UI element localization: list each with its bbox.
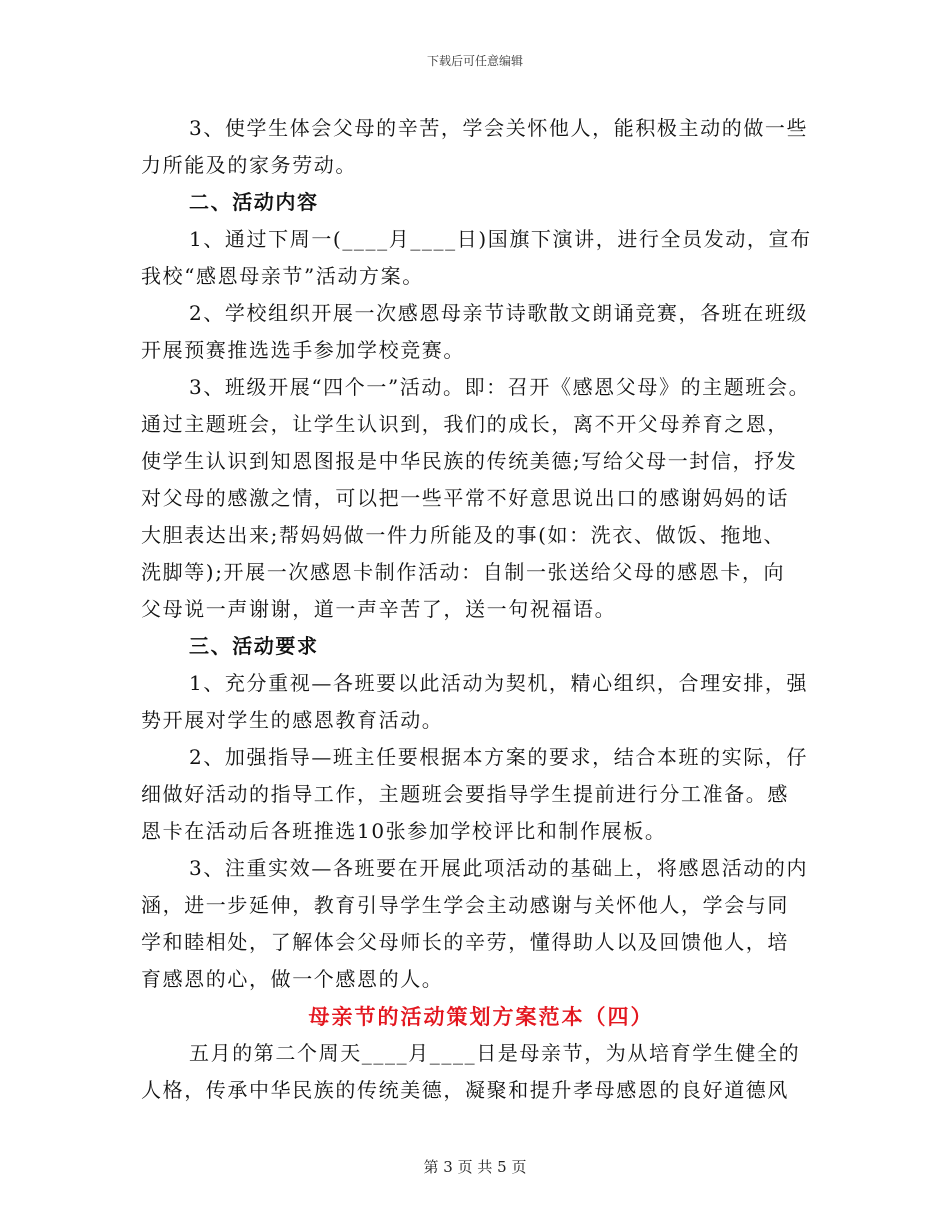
text-line: 洗脚等);开展一次感恩卡制作活动：自制一张送给父母的感恩卡，向 [141,560,786,584]
text-line: 1、通过下周一(____月____日)国旗下演讲，进行全员发动，宣布 [189,227,812,251]
text-line: 涵，进一步延伸，教育引导学生学会主动感谢与关怀他人，学会与同 [141,893,789,917]
text-line: 细做好活动的指导工作，主题班会要指导学生提前进行分工准备。感 [141,782,789,806]
text-line: 父母说一声谢谢，道一声辛苦了，送一句祝福语。 [141,597,617,621]
page-footer: 第 3 页 共 5 页 [423,1158,527,1176]
text-line: 我校“感恩母亲节”活动方案。 [141,264,424,288]
text-line: 1、充分重视—各班要以此活动为契机，精心组织，合理安排，强 [189,671,809,695]
text-line: 开展预赛推选选手参加学校竞赛。 [141,338,465,362]
text-line: 3、注重实效—各班要在开展此项活动的基础上，将感恩活动的内 [189,856,809,880]
document-body [141,110,821,1109]
text-line: 3、班级开展“四个一”活动。即：召开《感恩父母》的主题班会。 [189,375,811,399]
text-line: 恩卡在活动后各班推选10张参加学校评比和制作展板。 [141,819,667,843]
text-line: 2、加强指导—班主任要根据本方案的要求，结合本班的实际，仔 [189,745,809,769]
text-line: 人格，传承中华民族的传统美德，凝聚和提升孝母感恩的良好道德风 [141,1078,789,1102]
text-line: 2、学校组织开展一次感恩母亲节诗歌散文朗诵竞赛，各班在班级 [189,301,809,325]
text-line: 五月的第二个周天____月____日是母亲节，为从培育学生健全的 [189,1041,801,1065]
page-header: 下载后可任意编辑 [426,54,523,68]
text-line: 使学生认识到知恩图报是中华民族的传统美德;写给父母一封信，抒发 [141,449,798,473]
text-line: 大胆表达出来;帮妈妈做一件力所能及的事(如：洗衣、做饭、拖地、 [141,523,786,547]
text-line: 通过主题班会，让学生认识到，我们的成长，离不开父母养育之恩， [141,412,789,436]
section-heading: 二、活动内容 [189,190,319,214]
section-title: 母亲节的活动策划方案范本（四） [308,1004,654,1029]
text-line: 力所能及的家务劳动。 [141,153,357,177]
text-line: 3、使学生体会父母的辛苦，学会关怀他人，能积极主动的做一些 [189,116,809,140]
text-line: 学和睦相处，了解体会父母师长的辛劳，懂得助人以及回馈他人，培 [141,930,789,954]
text-line: 对父母的感激之情，可以把一些平常不好意思说出口的感谢妈妈的话 [141,486,789,510]
text-line: 育感恩的心，做一个感恩的人。 [141,967,444,991]
section-heading: 三、活动要求 [189,634,319,658]
text-line: 势开展对学生的感恩教育活动。 [141,708,444,732]
